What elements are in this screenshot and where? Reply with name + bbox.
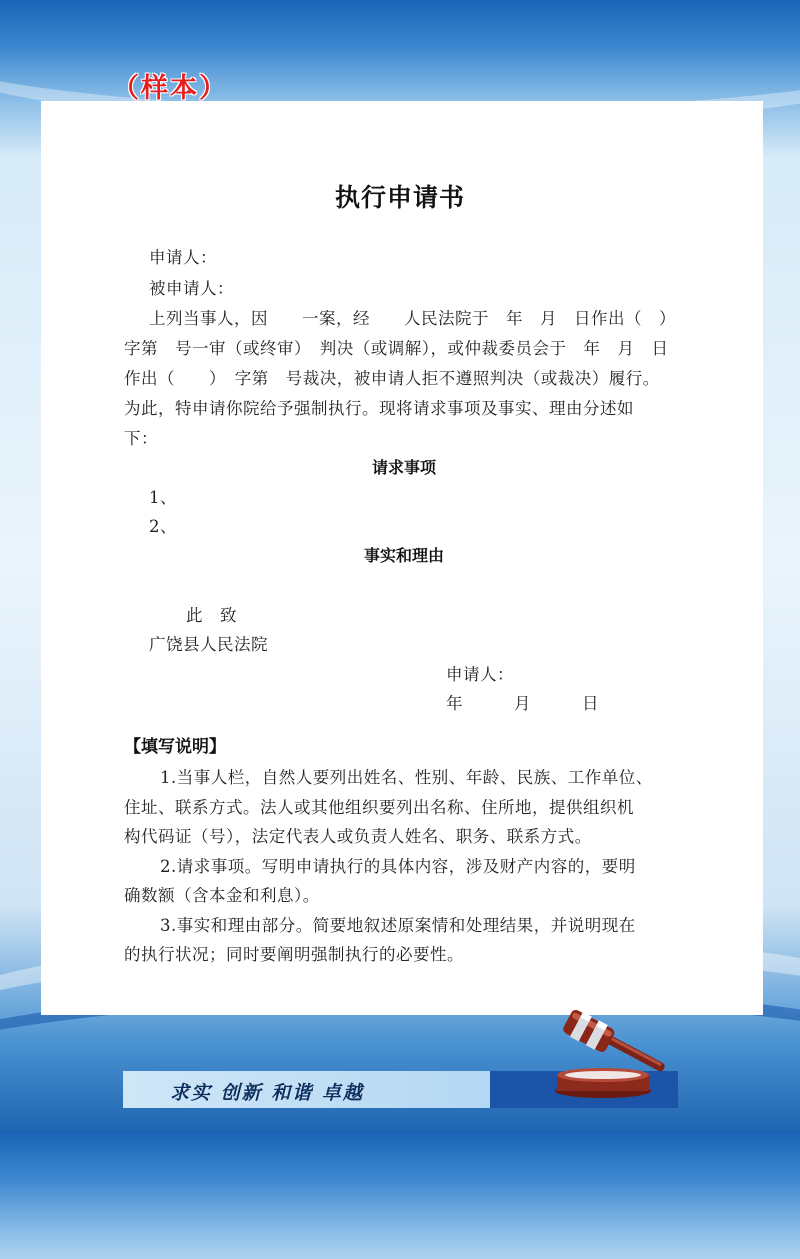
gavel-icon xyxy=(545,995,675,1100)
claim-item-2: 2、 xyxy=(149,517,177,536)
note-line-2: 住址、联系方式。法人或其他组织要列出名称、住所地，提供组织机 xyxy=(124,798,634,817)
footer-slogan: 求实 创新 和谐 卓越 xyxy=(170,1082,364,1104)
section-facts-heading: 事实和理由 xyxy=(363,546,444,565)
respondent-label: 被申请人： xyxy=(149,279,234,298)
notes-heading: 【填写说明】 xyxy=(124,737,226,757)
document-title: 执行申请书 xyxy=(334,183,465,212)
signature-applicant-label: 申请人： xyxy=(446,665,514,684)
section-claims-heading: 请求事项 xyxy=(371,458,436,477)
paragraph-line-5: 下： xyxy=(124,429,158,448)
note-line-5: 确数额（含本金和利息）。 xyxy=(124,886,320,905)
claim-item-1: 1、 xyxy=(149,488,177,507)
paragraph-line-2: 字第 号一审（或终审） 判决（或调解），或仲裁委员会于 年 月 日 xyxy=(124,339,669,358)
court-name: 广饶县人民法院 xyxy=(149,635,268,654)
note-line-4: 2.请求事项。写明申请执行的具体内容，涉及财产内容的，要明 xyxy=(160,857,636,876)
bottom-swoosh-decoration-dark xyxy=(0,985,800,1259)
note-line-7: 的执行状况；同时要阐明强制执行的必要性。 xyxy=(124,945,464,964)
paragraph-line-1: 上列当事人，因 一案，经 人民法院于 年 月 日作出（ ） xyxy=(149,309,676,328)
note-line-3: 构代码证（号），法定代表人或负责人姓名、职务、联系方式。 xyxy=(124,827,592,846)
applicant-label: 申请人： xyxy=(149,248,217,267)
salutation: 此 致 xyxy=(186,606,237,625)
paragraph-line-3: 作出（ ） 字第 号裁决，被申请人拒不遵照判决（或裁决）履行。 xyxy=(124,369,660,388)
sample-stamp: （样本） xyxy=(112,73,228,104)
paragraph-line-4: 为此，特申请你院给予强制执行。现将请求事项及事实、理由分述如 xyxy=(124,399,634,418)
note-line-6: 3.事实和理由部分。简要地叙述原案情和处理结果，并说明现在 xyxy=(160,916,636,935)
signature-date: 年 月 日 xyxy=(446,694,599,713)
note-line-1: 1.当事人栏，自然人要列出姓名、性别、年龄、民族、工作单位、 xyxy=(160,768,653,787)
